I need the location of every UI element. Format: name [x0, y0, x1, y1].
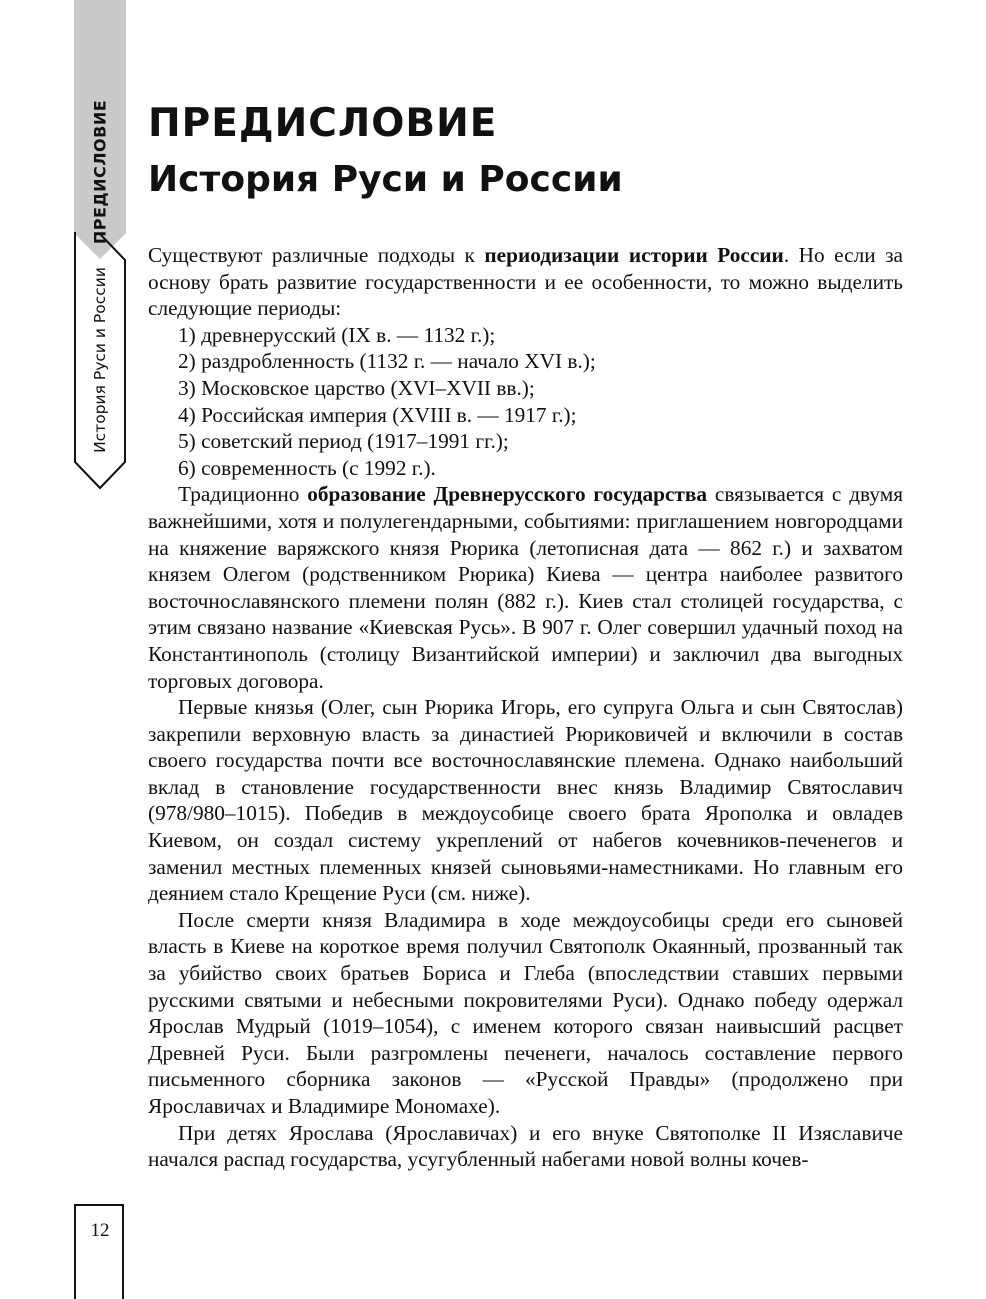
periods-list [148, 322, 903, 482]
sidebar-chapter-label: История Руси и России [91, 267, 109, 453]
list-item: 3) Московское царство (XVI–XVII вв.); [178, 375, 535, 400]
body-text [148, 242, 903, 1173]
paragraph-4: При детях Ярослава (Ярославичах) и его внуке Святополке II Изяславиче начался распад государства, усугубленный набегами новой волны кочев- [148, 1120, 903, 1172]
page-number: 12 [90, 1220, 110, 1241]
page-subtitle: История Руси и России [148, 159, 623, 200]
list-item: 5) советский период (1917–1991 гг.); [178, 429, 509, 454]
intro-text-start: Существуют различные подходы к [148, 243, 485, 267]
paragraph-1 [148, 481, 903, 694]
page-number-box [74, 1204, 124, 1299]
paragraph-1-start: Традиционно [178, 482, 308, 507]
list-item: 6) современность (с 1992 г.). [178, 455, 436, 480]
sidebar-section-label: ПРЕДИСЛОВИЕ [90, 99, 110, 245]
page-title: ПРЕДИСЛОВИЕ [148, 101, 498, 146]
intro-paragraph [148, 242, 903, 322]
paragraph-1-bold-term: образование Древнерусского государства [307, 482, 708, 507]
intro-text-end: . Но если за основу брать развитие государственности и ее особенности, то можно выделить следующие периоды: [148, 243, 903, 321]
intro-bold-term: периодизации истории России [484, 243, 784, 267]
list-item: 2) раздробленность (1132 г. — начало XVI в.); [178, 349, 596, 374]
paragraph-2: Первые князья (Олег, сын Рюрика Игорь, его супруга Ольга и сын Святослав) закрепили верховную власть за династией Рюриковичей и включили в состав своего государства почти все восточнославянские племена. Однако наибольший вклад в становление государственности внес князь Владимир Святославич (978/980–1015). Победив в междоусобице своего брата Ярополка и овладев Киевом, он создал систему укреплений от набегов кочевников-печенегов и заменил местных племенных князей сыновьями-наместниками. Но главным его деянием стало Крещение Руси (см. ниже). [148, 695, 903, 906]
paragraph-3: После смерти князя Владимира в ходе междоусобицы среди его сыновей власть в Киеве на короткое время получил Святополк Окаянный, прозванный так за убийство своих братьев Бориса и Глеба (впоследствии ставших первыми русскими святыми и небесными покровителями Руси). Однако победу одержал Ярослав Мудрый (1019–1054), с именем которого связан наивысший расцвет Древней Руси. Были разгромлены печенеги, началось составление первого письменного сборника законов — «Русской Правды» (продолжено при Ярославичах и Владимире Мономахе). [148, 907, 903, 1118]
paragraph-1-end: связывается с двумя важнейшими, хотя и полулегендарными, событиями: приглашением новгородцами на княжение варяжского князя Рюрика (летописная дата — 862 г.) и захватом князем Олегом (родственником Рюрика) Киева — центра наиболее развитого восточнославянского племени полян (882 г.). Киев стал столицей государства, с этим связано название «Киевская Русь». В 907 г. Олег совершил удачный поход на Константинополь (столицу Византийской империи) и заключил два выгодных торговых договора. [148, 482, 904, 693]
list-item: 1) древнерусский (IX в. — 1132 г.); [178, 322, 496, 347]
list-item: 4) Российская империя (XVIII в. — 1917 г.); [178, 402, 577, 427]
